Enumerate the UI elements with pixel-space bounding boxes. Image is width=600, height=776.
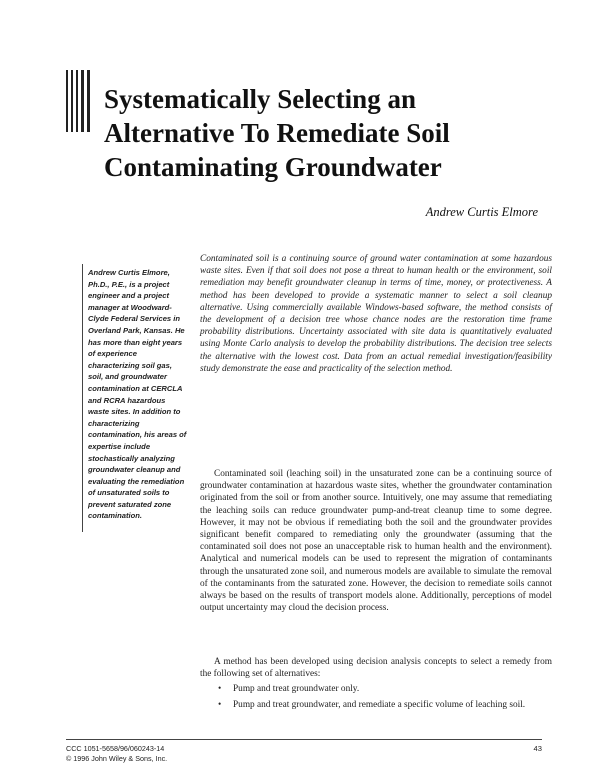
abstract: Contaminated soil is a continuing source of ground water contamination at some hazardous waste sites. Even if that soil does not pose a threat to human health or the environment, soil remediation may benefit groundwater cleanup in terms of time, money, or protectiveness. A method has been developed to provide a systematic manner to select a soil cleanup alternative. Using commercially available Windows-based software, the method consists of the development of a decision tree whose chance nodes are the restoration time frame probability distributions. Uncertainty associated with site data is quantitatively evaluated using Monte Carlo analysis to develop the probability distributions. The decision tree selects the alternative with the lowest cost. Data from an actual remedial investigation/feasibility study demonstrate the ease and practicality of the selection method. <box>200 254 552 374</box>
decorative-bar <box>66 70 68 132</box>
article-title <box>104 82 524 184</box>
body-paragraph: Contaminated soil (leaching soil) in the unsaturated zone can be a continuing source of groundwater contamination at hazardous waste sites, whether the groundwater contamination originated from the soil or from another source. Intuitively, one may assume that remediating the leaching soils can reduce groundwater pump-and-treat cleanup time to some degree. However, it may not be obvious if remediating both the soil and the groundwater provides significant benefit compared to remediating only the groundwater (assuming that the contaminated soil does not pose an unacceptable risk to human health and the environment). Analytical and numerical models can be used to represent the migration of contaminants through the unsaturated zone soil, and numerous models are available to simulate the removal of the contaminants from the saturated zone. However, the decision to remediate soils cannot always be based on the results of transport models alone. Additionally, perceptions of model output uncertainty may cloud the decision process. <box>200 469 552 614</box>
list-item-text: Pump and treat groundwater, and remediate a specific volume of leaching soil. <box>233 700 526 711</box>
page-number: 43 <box>533 744 542 753</box>
footer-info <box>66 744 167 763</box>
copyright: © 1996 John Wiley & Sons, Inc. <box>66 753 168 763</box>
list-item <box>218 699 554 711</box>
title-line: Contaminating Groundwater <box>104 152 442 182</box>
body-paragraph: A method has been developed using decision analysis concepts to select a remedy from the following set of alternatives: <box>200 657 552 680</box>
title-line: Systematically Selecting an <box>104 84 416 114</box>
decorative-bar <box>76 70 78 132</box>
decorative-bar <box>71 70 73 132</box>
footer-rule <box>66 739 542 740</box>
bullet-icon: • <box>218 684 222 694</box>
sidebar-rule <box>82 264 83 532</box>
list-item-text: Pump and treat groundwater only. <box>233 684 360 694</box>
title-decorative-bars <box>66 70 92 132</box>
title-line: Alternative To Remediate Soil <box>104 118 450 148</box>
bullet-icon: • <box>218 700 222 711</box>
author-bio-sidebar: Andrew Curtis Elmore, Ph.D., P.E., is a project engineer and a project manager at Woodward-Clyde Federal Services in Overland Park, Kansas. He has more than eight years of experience characterizing soil gas, soil, and groundwater contamination at CERCLA and RCRA hazardous waste sites. In addition to characterizing contamination, his areas of expertise include stochastically analyzing groundwater cleanup and evaluating the remediation of unsaturated soils to prevent saturated zone contamination. <box>88 268 187 521</box>
list-item <box>218 683 554 695</box>
ccc-code: CCC 1051-5658/96/060243-14 <box>66 744 165 753</box>
alternatives-list <box>218 683 554 715</box>
author-byline: Andrew Curtis Elmore <box>425 205 538 219</box>
decorative-bar <box>81 70 84 132</box>
decorative-bar <box>87 70 90 132</box>
